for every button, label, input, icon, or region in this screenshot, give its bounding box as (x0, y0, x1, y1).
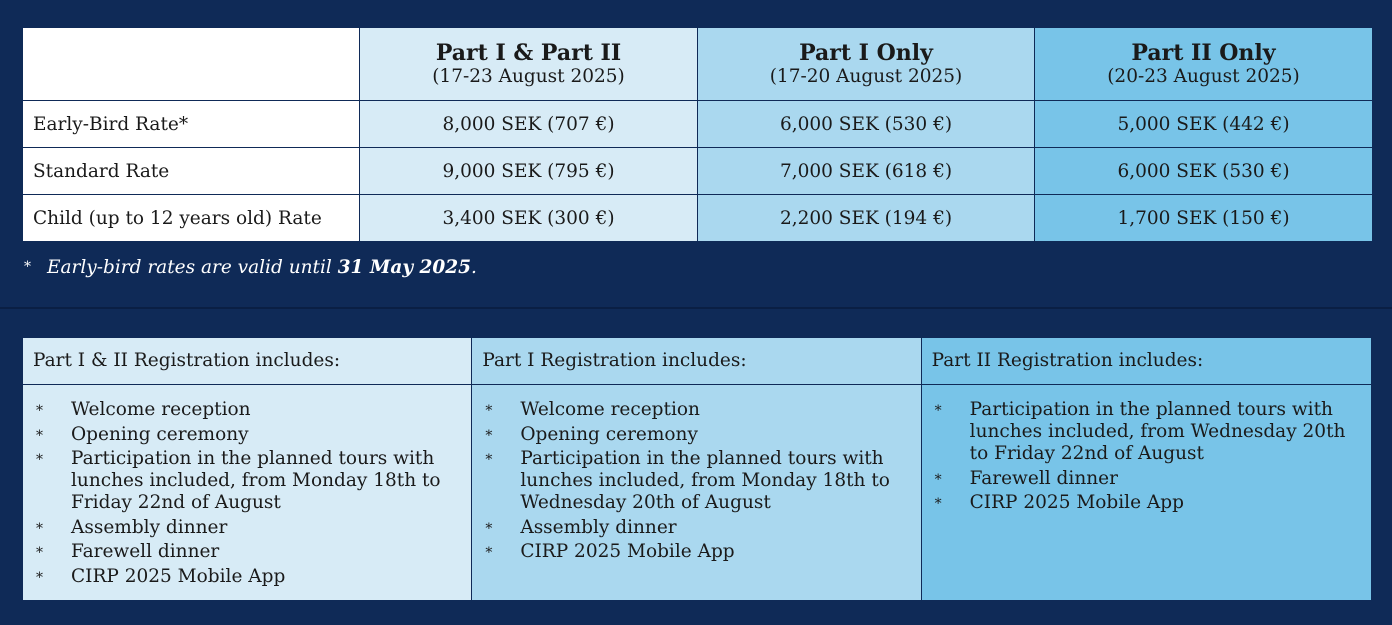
includes-list (472, 385, 920, 566)
bullet-marker: * (36, 427, 43, 444)
column-title: Part I Only (799, 40, 933, 66)
column-header-part-1 (698, 28, 1035, 101)
list-item-text: Participation in the planned tours with lunches included, from Wednesday 20th to Friday 22nd of August (969, 399, 1346, 464)
list-item (922, 399, 1371, 465)
bullet-marker: * (934, 403, 942, 419)
column-dates: (20-23 August 2025) (1107, 66, 1300, 87)
rate-value: 9,000 SEK (795 €) (360, 148, 698, 195)
bullet-marker: * (36, 452, 43, 468)
column-dates: (17-20 August 2025) (769, 66, 963, 87)
includes-heading: Part II Registration includes: (922, 338, 1371, 385)
bullet-marker: * (485, 427, 493, 444)
bullet-marker: * (485, 545, 493, 561)
section-divider (0, 307, 1392, 309)
list-item-text: Opening ceremony (520, 423, 698, 445)
bullet-marker: * (934, 471, 942, 488)
list-item-text: Opening ceremony (71, 423, 249, 445)
footnote-date: 31 May 2025 (337, 257, 472, 278)
bullet-marker: * (36, 403, 43, 419)
early-bird-footnote (24, 257, 477, 278)
rate-value: 1,700 SEK (150 €) (1035, 195, 1373, 242)
list-item (472, 541, 920, 563)
list-item (472, 399, 920, 421)
list-item (922, 468, 1371, 490)
rate-label: Standard Rate (23, 148, 360, 195)
rate-value: 7,000 SEK (618 €) (698, 148, 1035, 195)
list-item-text: Assembly dinner (71, 516, 228, 538)
list-item-text: Participation in the planned tours with lunches included, from Monday 18th to Friday 22nd of August (71, 448, 441, 513)
includes-heading: Part I Registration includes: (472, 338, 920, 385)
column-title: Part II Only (1131, 40, 1276, 66)
list-item-text: Farewell dinner (71, 541, 220, 562)
bullet-marker: * (36, 545, 43, 561)
rate-value: 3,400 SEK (300 €) (360, 195, 698, 242)
includes-column-part-2 (922, 338, 1371, 600)
includes-list (922, 385, 1371, 517)
list-item (472, 424, 920, 446)
column-header-part-1-2 (360, 28, 698, 101)
rate-value: 2,200 SEK (194 €) (698, 195, 1035, 242)
column-header-part-2 (1035, 28, 1373, 101)
list-item-text: CIRP 2025 Mobile App (520, 541, 735, 562)
pricing-header-row (23, 28, 1373, 101)
pricing-corner-cell (23, 28, 360, 101)
list-item (472, 517, 920, 539)
bullet-marker: * (36, 569, 43, 586)
list-item (23, 399, 471, 421)
bullet-marker: * (934, 496, 942, 512)
bullet-marker: * (485, 403, 493, 419)
list-item (922, 492, 1371, 514)
rate-value: 5,000 SEK (442 €) (1035, 101, 1373, 148)
includes-column-part-1-2 (23, 338, 472, 600)
list-item (23, 424, 471, 446)
list-item-text: CIRP 2025 Mobile App (71, 565, 286, 587)
rate-value: 6,000 SEK (530 €) (698, 101, 1035, 148)
list-item (23, 566, 471, 588)
rate-label: Early-Bird Rate* (23, 101, 360, 148)
includes-list (23, 385, 471, 590)
column-title: Part I & Part II (435, 40, 622, 66)
rate-row-standard (23, 148, 1373, 195)
rate-value: 8,000 SEK (707 €) (360, 101, 698, 148)
list-item-text: CIRP 2025 Mobile App (969, 492, 1184, 513)
list-item-text: Farewell dinner (969, 467, 1118, 489)
list-item (23, 517, 471, 539)
footnote-marker: * (24, 259, 31, 275)
bullet-marker: * (485, 520, 493, 537)
list-item (23, 448, 471, 514)
footnote-text: Early-bird rates are valid until (47, 257, 332, 278)
list-item (23, 541, 471, 563)
rate-row-child (23, 195, 1373, 242)
list-item-text: Welcome reception (520, 399, 700, 420)
column-dates: (17-23 August 2025) (432, 66, 625, 87)
bullet-marker: * (485, 452, 493, 468)
includes-heading: Part I & II Registration includes: (23, 338, 471, 385)
rate-row-early-bird (23, 101, 1373, 148)
rate-value: 6,000 SEK (530 €) (1035, 148, 1373, 195)
bullet-marker: * (36, 520, 43, 537)
includes-column-part-1 (472, 338, 921, 600)
rate-label: Child (up to 12 years old) Rate (23, 195, 360, 242)
list-item (472, 448, 920, 514)
footnote-end: . (471, 257, 477, 278)
list-item-text: Welcome reception (71, 399, 251, 420)
list-item-text: Participation in the planned tours with lunches included, from Monday 18th to Wednesday 20th of August (520, 448, 890, 513)
registration-includes-table (22, 337, 1372, 601)
list-item-text: Assembly dinner (520, 516, 677, 538)
pricing-table (22, 27, 1373, 242)
